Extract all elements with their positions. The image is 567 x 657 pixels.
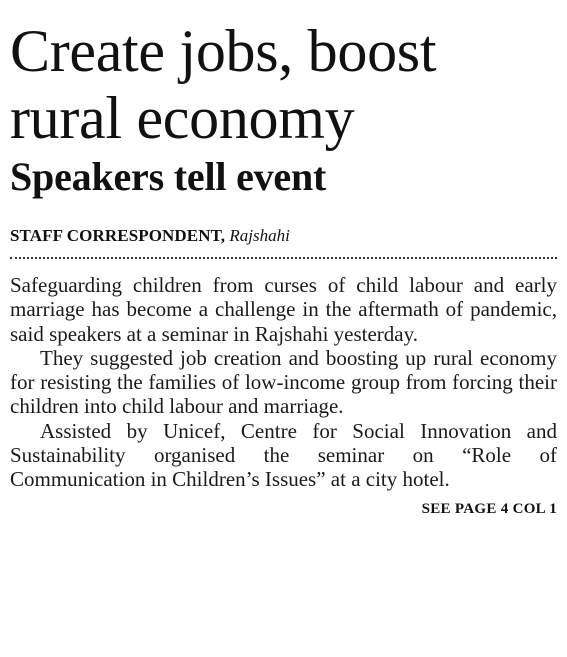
headline: Create jobs, boost rural economy bbox=[10, 18, 437, 151]
byline bbox=[10, 226, 557, 246]
body-paragraph-1: Safeguarding children from curses of child labour and early marriage has become a challenge in the aftermath of pandemic, said speakers at a seminar in Rajshahi yesterday. bbox=[10, 273, 557, 346]
subheadline: Speakers tell event bbox=[10, 154, 327, 199]
byline-location: Rajshahi bbox=[229, 226, 290, 245]
article-body bbox=[10, 273, 557, 492]
continuation-jump-line: SEE PAGE 4 COL 1 bbox=[421, 500, 557, 517]
body-paragraph-3: Assisted by Unicef, Centre for Social Innovation and Sustainability organised the seminar on “Role of Communication in Children’s Issues” at a city hotel. bbox=[10, 418, 557, 492]
body-paragraph-2: They suggested job creation and boosting up rural economy for resisting the families of low-income group from forcing their children into child labour and marriage. bbox=[10, 345, 557, 419]
news-article bbox=[10, 18, 557, 518]
dotted-divider bbox=[10, 257, 557, 259]
byline-author: STAFF CORRESPONDENT, bbox=[10, 226, 226, 245]
